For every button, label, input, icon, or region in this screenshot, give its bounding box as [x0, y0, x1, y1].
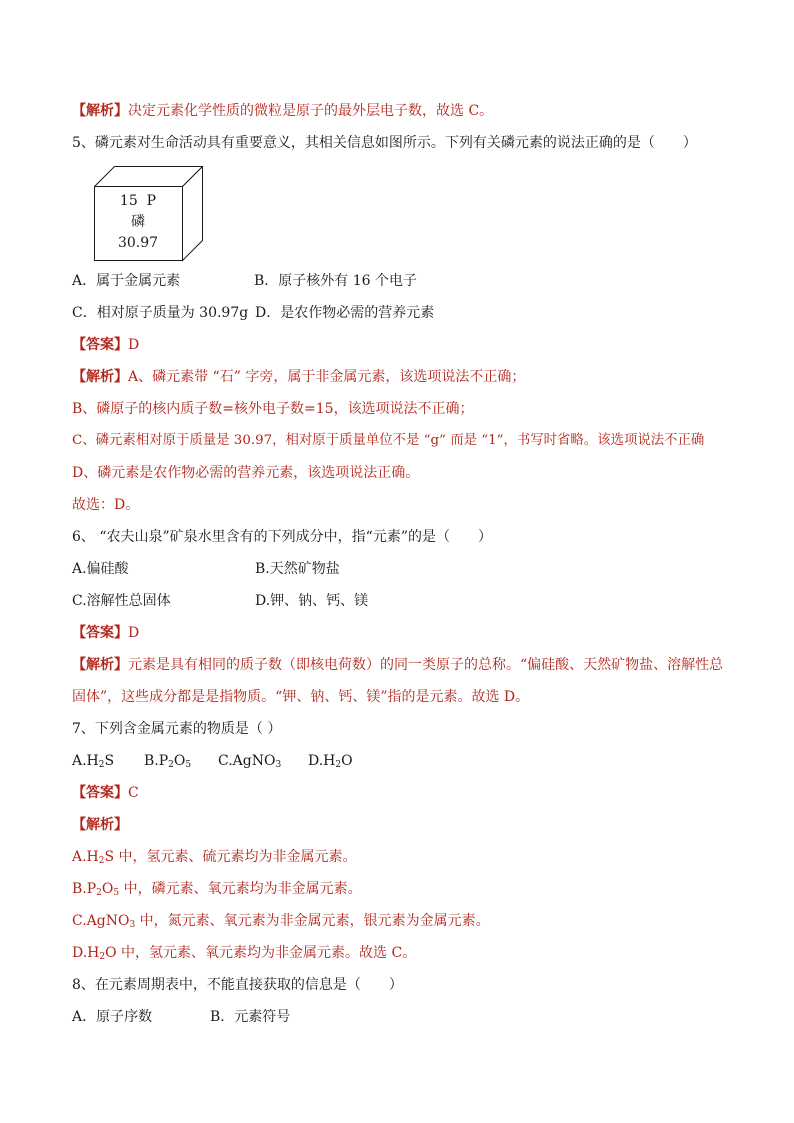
answer-tag: 【答案】 [72, 625, 128, 641]
q6-option-d: D.钾、钠、钙、镁 [255, 593, 369, 609]
q6-answer-line [72, 624, 139, 642]
element-name: 磷 [131, 214, 145, 230]
q6-analysis-line-1: 【解析】元素是具有相同的质子数（即核电荷数）的同一类原子的总称。“偏硅酸、天然矿物盐、溶解性总 [72, 657, 724, 673]
q7-answer-line [72, 784, 139, 802]
q7-analysis-tag-line [72, 816, 128, 834]
answer-tag: 【答案】 [72, 337, 128, 353]
q6-question: 6、 “农夫山泉”矿泉水里含有的下列成分中，指“元素”的是（ ） [72, 529, 492, 545]
q7-option-a: $A.H_2S$ [72, 753, 115, 770]
q6-analysis-line-2: 固体”，这些成分都是是指物质。“钾、钠、钙、镁”指的是元素。故选 D。 [72, 689, 530, 705]
analysis-tag: 【解析】 [72, 817, 128, 833]
element-mass: 30.97 [117, 235, 159, 251]
element-symbol: P [146, 193, 157, 209]
q6-option-c: C.溶解性总固体 [72, 593, 171, 609]
q8-question: 8、在元素周期表中，不能直接获取的信息是（ ） [72, 977, 403, 993]
q5-analysis-line-5: 故选：D。 [72, 497, 140, 513]
q5-option-c: C．相对原子质量为 30.97g [72, 305, 249, 321]
analysis-tag: 【解析】 [72, 657, 128, 673]
q5-option-b: B．原子核外有 16 个电子 [254, 273, 418, 289]
q8-option-b: B．元素符号 [210, 1009, 291, 1025]
q6-option-a: A.偏硅酸 [72, 561, 129, 577]
element-cell [94, 166, 214, 264]
q5-analysis-line-1: 【解析】A、磷元素带 “石” 字旁，属于非金属元素，该选项说法不正确； [72, 369, 526, 385]
analysis-tag: 【解析】 [72, 103, 128, 119]
q5-analysis-line-4: D、磷元素是农作物必需的营养元素，该选项说法正确。 [72, 465, 420, 481]
q6-option-b: B.天然矿物盐 [255, 561, 340, 577]
q5-answer-line [72, 336, 139, 354]
q4-analysis-line [72, 102, 493, 120]
answer-tag: 【答案】 [72, 785, 128, 801]
q7-analysis-line-1: $A.H_2S$ 中，氢元素、硫元素均为非金属元素。 [72, 849, 357, 866]
q7-analysis-line-2: $B.P_2O_5$ 中，磷元素、氧元素均为非金属元素。 [72, 881, 362, 898]
element-number-symbol [108, 192, 168, 210]
q5-question: 5、磷元素对生命活动具有重要意义，其相关信息如图所示。下列有关磷元素的说法正确的是（ ） [72, 135, 697, 151]
q7-option-b: $B.P_2O_5$ [144, 753, 192, 770]
q5-option-a: A．属于金属元素 [72, 273, 181, 289]
q5-analysis-line-2: B、磷原子的核内质子数=核外电子数=15，该选项说法不正确； [72, 401, 474, 417]
q7-analysis-line-4: $D.H_2O$ 中，氢元素、氧元素均为非金属元素。故选 C。 [72, 945, 417, 962]
q5-analysis-line-3: C、磷元素相对原于质量是 30.97，相对原于质量单位不是 “g” 而是 “1”，书写时省略。该选项说法不正确 [72, 433, 705, 448]
q8-option-a: A．原子序数 [72, 1009, 153, 1025]
element-number: 15 [119, 193, 138, 209]
q6-answer: D [128, 625, 140, 641]
q7-question: 7、下列含金属元素的物质是（ ） [72, 721, 282, 737]
q4-analysis-text: 决定元素化学性质的微粒是原子的最外层电子数，故选 C。 [128, 103, 494, 119]
q7-analysis-line-3: C.AgNO$_3$ 中，氮元素、氧元素为非金属元素，银元素为金属元素。 [72, 913, 490, 930]
q5-option-d: D．是农作物必需的营养元素 [255, 305, 435, 321]
q5-answer: D [128, 337, 140, 353]
q7-answer: C [128, 785, 139, 801]
q7-option-d: $D.H_2O$ [308, 753, 353, 770]
q7-option-c: C.AgNO$_3$ [218, 753, 282, 770]
analysis-tag: 【解析】 [72, 369, 128, 385]
